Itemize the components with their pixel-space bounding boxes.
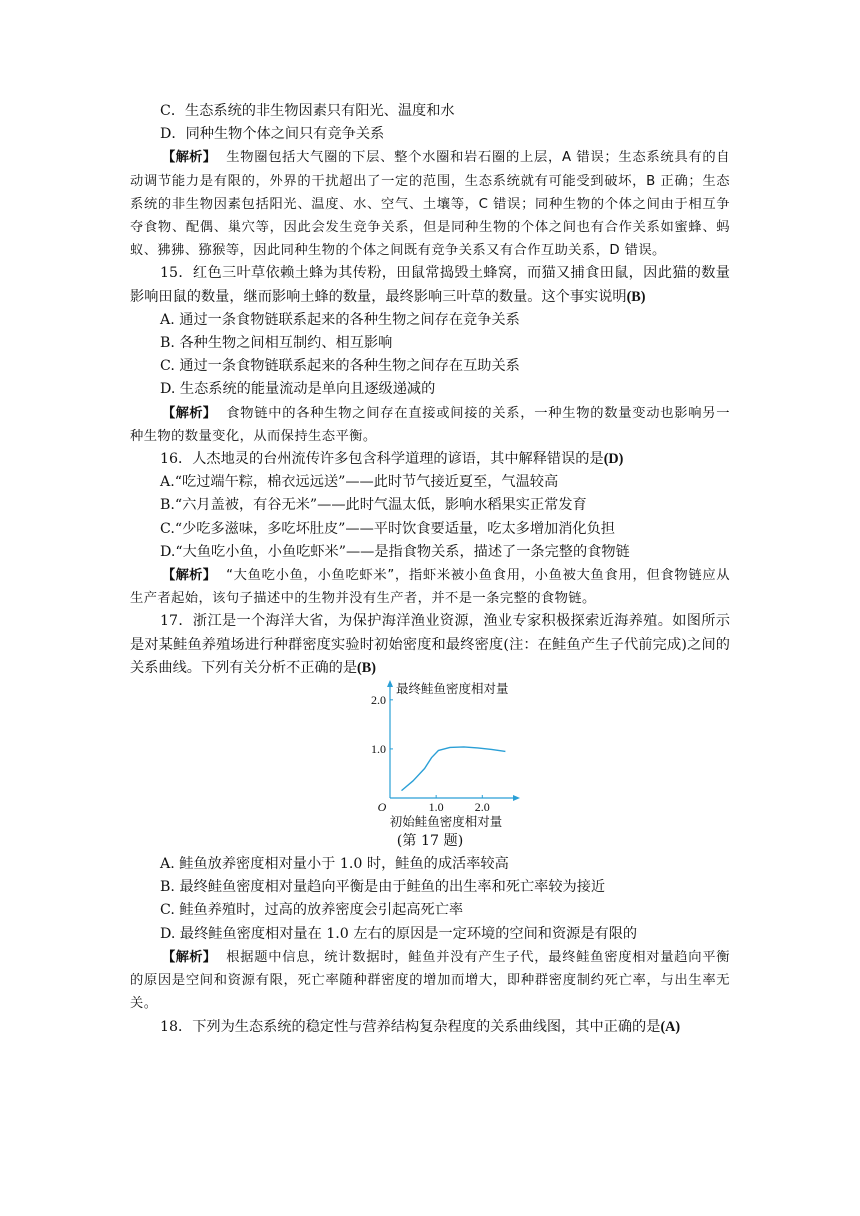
explanation-text: 生物圈包括大气圈的下层、整个水圈和岩石圈的上层，A 错误；生态系统具有的自动调节能力是有限的，外界的干扰超出了一定的范围，生态系统就有可能受到破坏，B 正确；生态系统的非生物因素包括阳光、温度、水、空气、土壤等，C 错误；同种生物的个体之间由于相互争夺食物、配偶、巢穴等，因此会发生竞争关系，但是同种生物的个体之间也有合作关系如蜜蜂、蚂蚁、狒狒、猕猴等，因此同种生物的个体之间既有竞争关系又有合作互助关系，D 错误。: [130, 150, 731, 259]
q15-option-b: B. 各种生物之间相互制约、相互影响: [160, 335, 393, 352]
answer-label: (B): [626, 288, 646, 305]
density-chart: [360, 680, 520, 830]
q17-option-b: B. 最终鲑鱼密度相对量趋向平衡是由于鲑鱼的出生率和死亡率较为接近: [160, 879, 606, 896]
q17-option-c: C. 鲑鱼养殖时，过高的放养密度会引起高死亡率: [160, 902, 464, 919]
q15-option-c: C. 通过一条食物链联系起来的各种生物之间存在互助关系: [160, 358, 520, 375]
q16-explanation: [130, 564, 730, 610]
x-axis-label: 初始鲑鱼密度相对量: [389, 814, 503, 830]
explanation-text: 根据题中信息，统计数据时，鲑鱼并没有产生子代，最终鲑鱼密度相对量趋向平衡的原因是空间和资源有限，死亡率随种群密度的增加而增大，即种群密度制约死亡率，与出生率无关。: [130, 949, 730, 1012]
question-text: 15．红色三叶草依赖土蜂为其传粉，田鼠常捣毁土蜂窝，而猫又捕食田鼠，因此猫的数量影响田鼠的数量，继而影响土蜂的数量，最终影响三叶草的数量。这个事实说明: [130, 265, 730, 305]
explanation-text: “大鱼吃小鱼，小鱼吃虾米”，指虾米被小鱼食用，小鱼被大鱼食用，但食物链应从生产者起始，该句子描述中的生物并没有生产者，并不是一条完整的食物链。: [130, 568, 731, 607]
q18-stem: [130, 1016, 730, 1039]
explanation-text: 食物链中的各种生物之间存在直接或间接的关系，一种生物的数量变动也影响另一种生物的数量变化，从而保持生态平衡。: [130, 405, 730, 444]
q16-option-c: C.“少吃多滋味，多吃坏肚皮”——平时饮食要适量，吃太多增加消化负担: [160, 520, 615, 537]
q16-option-a: A.“吃过端午粽，棉衣远远送”——此时节气接近夏至，气温较高: [160, 474, 559, 491]
origin-label: O: [377, 800, 387, 815]
q14-option-c: C．生态系统的非生物因素只有阳光、温度和水: [160, 103, 455, 119]
question-text: 16．人杰地灵的台州流传许多包含科学道理的谚语，其中解释错误的是: [160, 451, 604, 468]
answer-label: (D): [603, 451, 624, 468]
q17-figure: [130, 680, 730, 830]
question-text: 17．浙江是一个海洋大省，为保护海洋渔业资源，渔业专家积极探索近海养殖。如图所示是对某鲑鱼养殖场进行种群密度实验时初始密度和最终密度(注：在鲑鱼产生子代前完成)之间的关系曲线。下列有关分析不正确的是: [130, 613, 730, 676]
q17-explanation: [130, 946, 730, 1016]
explanation-tag: 【解析】: [162, 949, 217, 965]
q16-option-d: D.“大鱼吃小鱼，小鱼吃虾米”——是指食物关系，描述了一条完整的食物链: [160, 543, 630, 560]
y-axis-arrow: [387, 680, 393, 687]
explanation-tag: 【解析】: [162, 150, 217, 166]
answer-label: (A): [660, 1018, 681, 1035]
x-tick-label: 2.0: [474, 800, 490, 815]
q16-stem: [130, 448, 730, 471]
explanation-tag: 【解析】: [162, 405, 217, 421]
q17-option-a: A. 鲑鱼放养密度相对量小于 1.0 时，鲑鱼的成活率较高: [160, 856, 509, 873]
q17-stem: [130, 610, 730, 680]
explanation-tag: 【解析】: [162, 568, 217, 584]
question-text: 18．下列为生态系统的稳定性与营养结构复杂程度的关系曲线图，其中正确的是: [160, 1018, 661, 1035]
y-tick-label: 1.0: [371, 741, 386, 756]
q15-explanation: [130, 402, 730, 448]
density-curve: [402, 747, 506, 791]
q15-option-d: D. 生态系统的能量流动是单向且逐级递减的: [160, 381, 436, 398]
answer-label: (B): [357, 659, 376, 676]
x-axis-arrow: [513, 795, 520, 801]
y-tick-label: 2.0: [371, 692, 386, 707]
page-content: [130, 100, 730, 1039]
x-tick-label: 1.0: [428, 800, 444, 815]
figure-caption: (第 17 题): [396, 833, 464, 850]
y-axis-label: 最终鲑鱼密度相对量: [396, 681, 509, 697]
q17-option-d: D. 最终鲑鱼密度相对量在 1.0 左右的原因是一定环境的空间和资源是有限的: [160, 925, 638, 942]
q15-stem: [130, 262, 730, 308]
q14-option-d: D．同种生物个体之间只有竞争关系: [160, 126, 385, 143]
q16-option-b: B.“六月盖被，有谷无米”——此时气温太低，影响水稻果实正常发育: [160, 497, 587, 514]
q14-explanation: [130, 146, 730, 262]
q15-option-a: A. 通过一条食物链联系起来的各种生物之间存在竞争关系: [160, 311, 520, 328]
